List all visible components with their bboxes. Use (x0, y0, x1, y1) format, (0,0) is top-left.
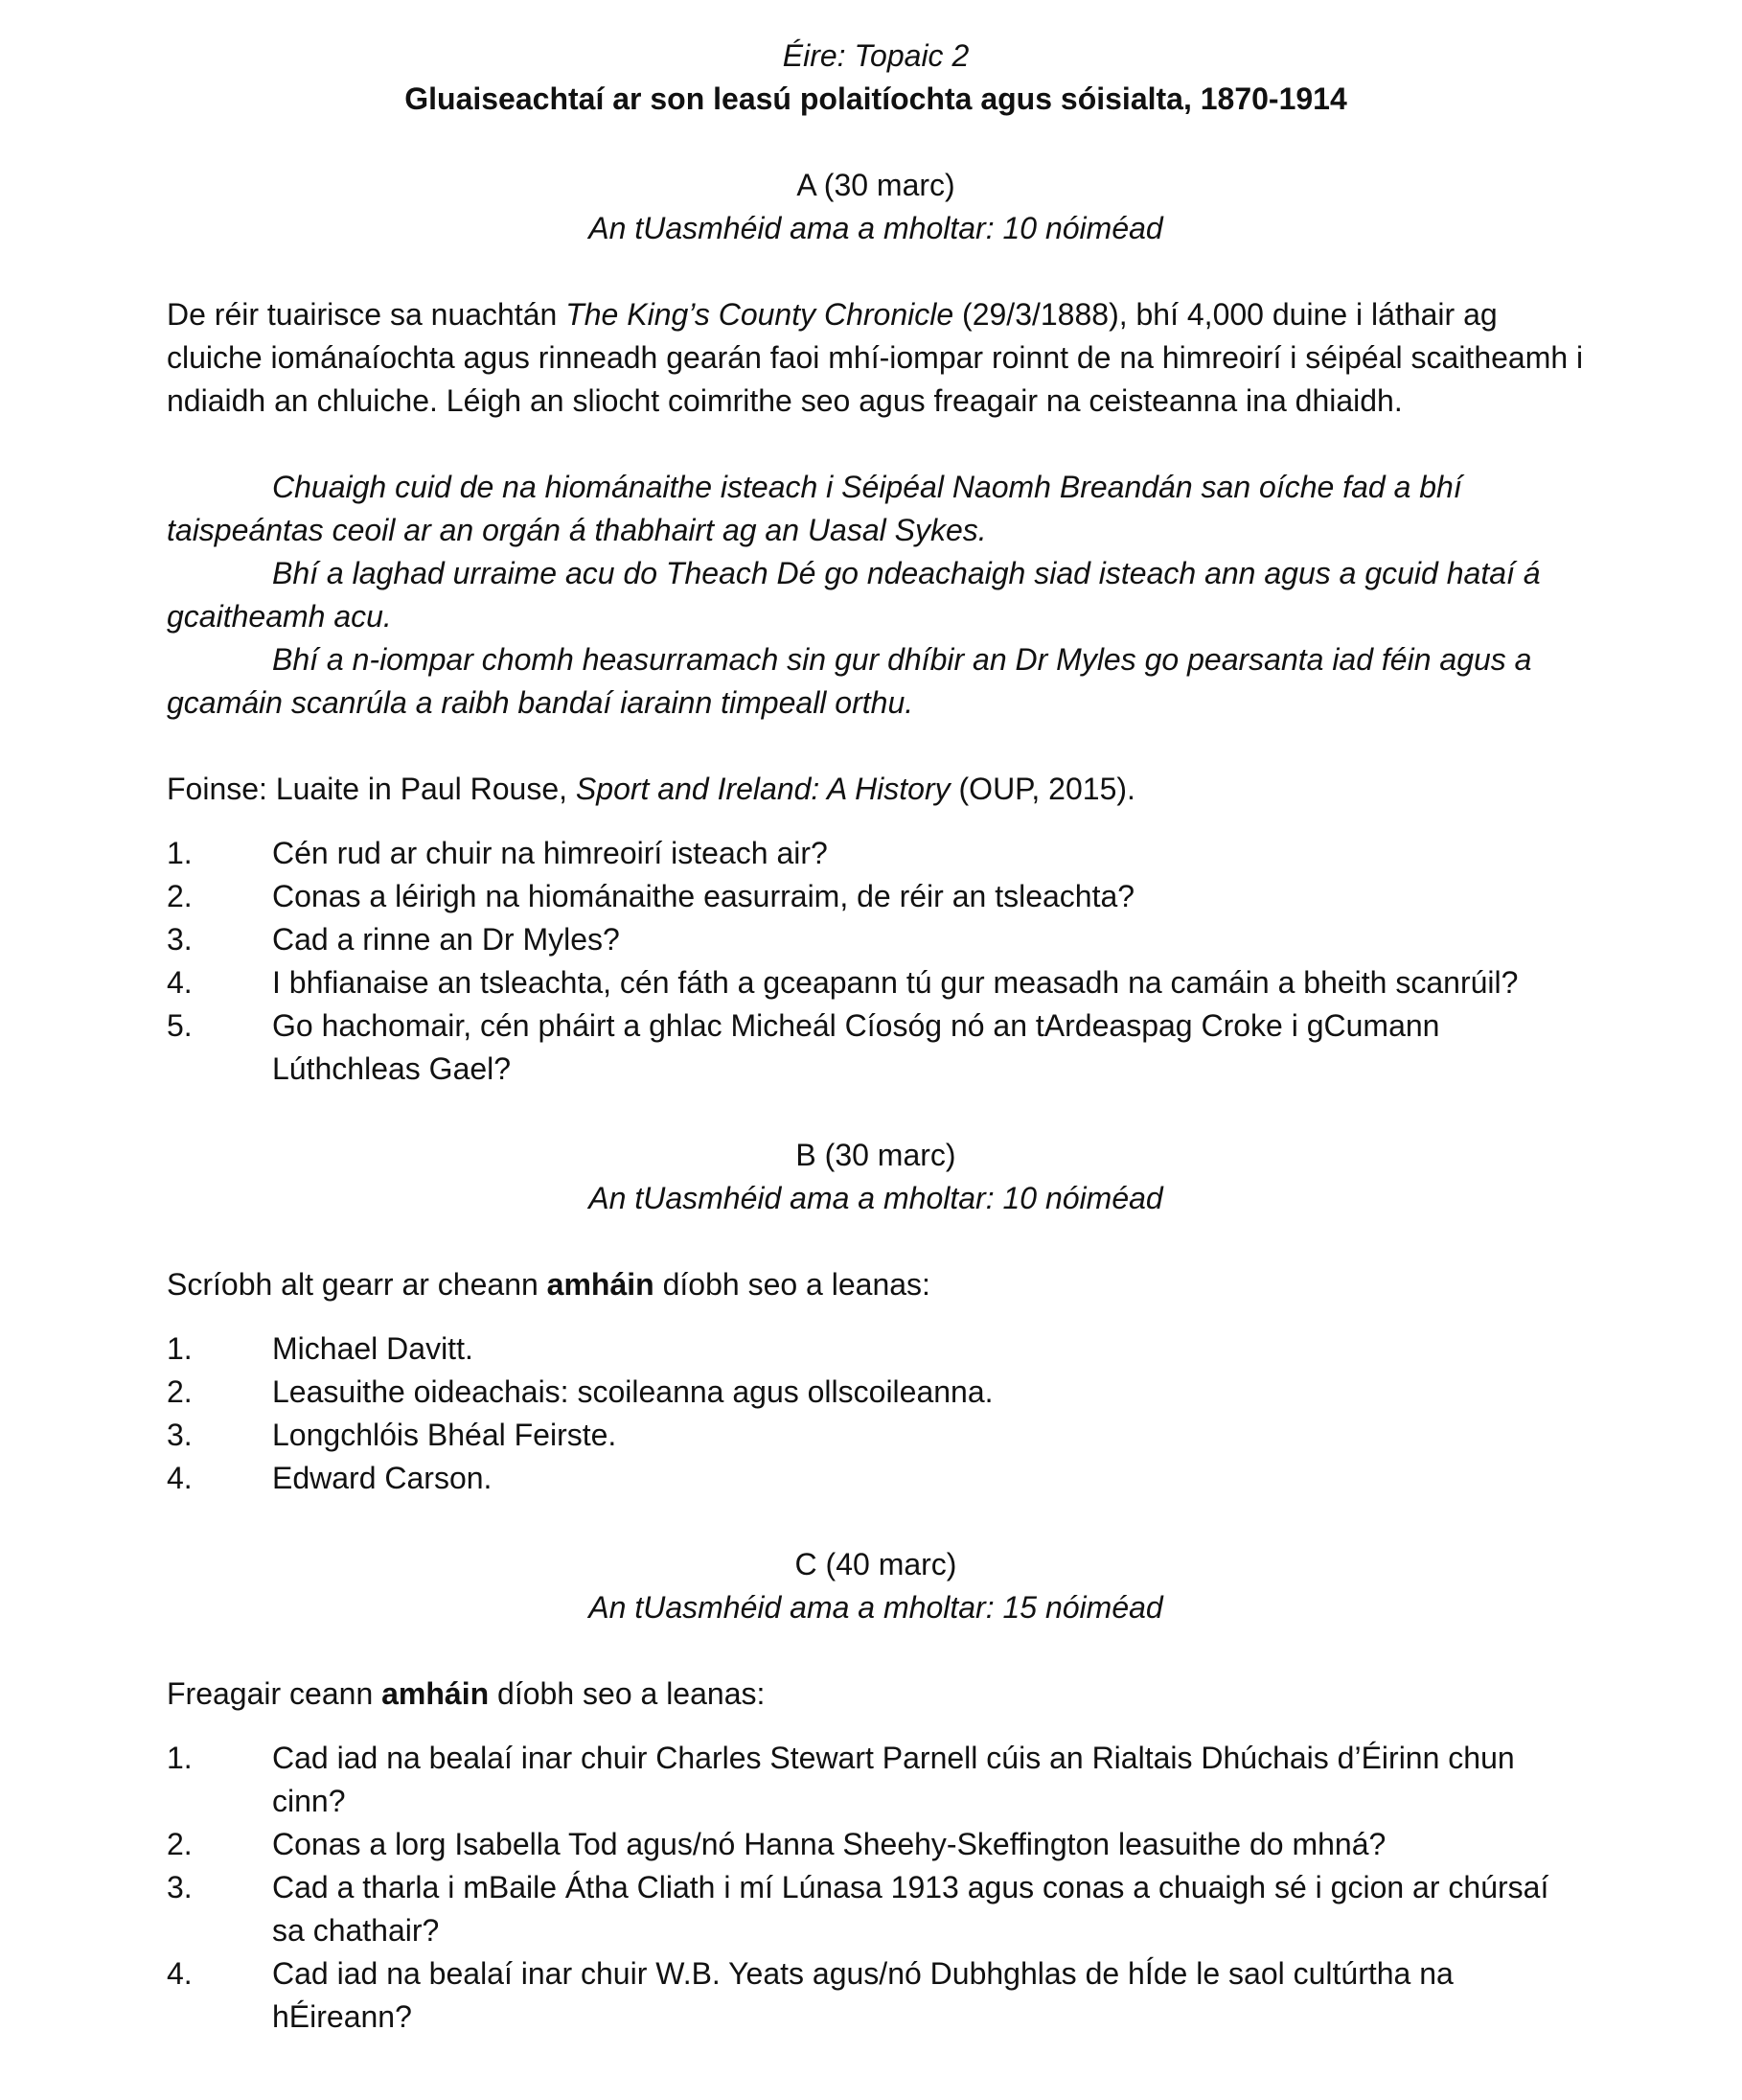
source-text-1: Foinse: Luaite in Paul Rouse, (167, 772, 576, 806)
item-text: Go hachomair, cén pháirt a ghlac Micheál Cíosóg nó an tArdeaspag Croke i gCumann Lúthchleas Gael? (272, 1008, 1440, 1086)
list-item (167, 1414, 1585, 1457)
quote-block (167, 466, 1585, 725)
section-c-time: An tUasmhéid ama a mholtar: 15 nóiméad (588, 1590, 1163, 1625)
section-b-heading: B (30 marc) (795, 1138, 956, 1172)
item-number: 3. (167, 922, 193, 957)
source-text-2: (OUP, 2015). (950, 772, 1135, 806)
instruction-emphasis: amháin (381, 1676, 490, 1711)
section-c-instruction (167, 1673, 1585, 1716)
document-page (167, 35, 1585, 2039)
item-text: Cén rud ar chuir na himreoirí isteach air? (272, 836, 828, 870)
section-a-heading: A (30 marc) (796, 168, 955, 202)
item-number: 1. (167, 1331, 193, 1366)
list-item (167, 1327, 1585, 1371)
section-b-items (167, 1327, 1585, 1500)
section-b-time: An tUasmhéid ama a mholtar: 10 nóiméad (588, 1181, 1163, 1215)
section-a-intro (167, 293, 1585, 423)
instruction-text-2: díobh seo a leanas: (653, 1267, 930, 1302)
item-number: 4. (167, 1461, 193, 1495)
section-b (167, 1134, 1585, 1500)
item-number: 5. (167, 1008, 193, 1043)
item-number: 2. (167, 879, 193, 913)
section-b-instruction (167, 1263, 1585, 1306)
list-item (167, 1737, 1585, 1823)
item-number: 1. (167, 836, 193, 870)
list-item (167, 1823, 1585, 1866)
intro-text-1: De réir tuairisce sa nuachtán (167, 297, 566, 332)
source-citation (167, 768, 1585, 811)
item-text: Cad iad na bealaí inar chuir Charles Stewart Parnell cúis an Rialtais Dhúchais d’Éirinn chun cinn? (272, 1741, 1515, 1818)
section-a (167, 164, 1585, 1091)
item-text: Longchlóis Bhéal Feirste. (272, 1418, 617, 1452)
quote-paragraph: Chuaigh cuid de na hiománaithe isteach i Séipéal Naomh Breandán san oíche fad a bhí taispeántas ceoil ar an orgán á thabhairt ag an Uasal Sykes. (167, 470, 1462, 547)
section-c-items (167, 1737, 1585, 2039)
section-c-heading: C (40 marc) (794, 1547, 957, 1581)
section-c (167, 1543, 1585, 2039)
item-number: 3. (167, 1418, 193, 1452)
list-item (167, 918, 1585, 961)
list-item (167, 1004, 1585, 1091)
item-text: Cad a rinne an Dr Myles? (272, 922, 620, 957)
page-subtitle: Gluaiseachtaí ar son leasú polaitíochta agus sóisialta, 1870-1914 (404, 81, 1347, 116)
section-a-questions (167, 832, 1585, 1091)
item-text: Conas a léirigh na hiománaithe easurraim, de réir an tsleachta? (272, 879, 1135, 913)
list-item (167, 1457, 1585, 1500)
item-text: Leasuithe oideachais: scoileanna agus ollscoileanna. (272, 1374, 994, 1409)
intro-text-2: (29/3/1888), bhí 4,000 duine i láthair ag cluiche iománaíochta agus rinneadh gearán faoi mhí-iompar roinnt de na himreoirí i séipéal scaitheamh i ndiaidh an chluiche. Léigh an sliocht coimrithe seo agus freagair na ceisteanna ina dhiaidh. (167, 297, 1584, 418)
item-text: Michael Davitt. (272, 1331, 473, 1366)
page-title: Éire: Topaic 2 (782, 38, 970, 73)
item-number: 2. (167, 1374, 193, 1409)
item-text: Cad iad na bealaí inar chuir W.B. Yeats agus/nó Dubhghlas de hÍde le saol cultúrtha na hÉireann? (272, 1956, 1454, 2034)
list-item (167, 1866, 1585, 1952)
item-number: 3. (167, 1870, 193, 1904)
instruction-emphasis: amháin (546, 1267, 654, 1302)
list-item (167, 875, 1585, 918)
instruction-text-1: Scríobh alt gearr ar cheann (167, 1267, 547, 1302)
quote-paragraph: Bhí a n-iompar chomh heasurramach sin gur dhíbir an Dr Myles go pearsanta iad féin agus a gcamáin scanrúla a raibh bandaí iarainn timpeall orthu. (167, 642, 1532, 720)
item-text: Edward Carson. (272, 1461, 493, 1495)
source-book-title: Sport and Ireland: A History (575, 772, 951, 806)
list-item (167, 961, 1585, 1004)
instruction-text-1: Freagair ceann (167, 1676, 382, 1711)
item-text: I bhfianaise an tsleachta, cén fáth a gceapann tú gur measadh na camáin a bheith scanrúil? (272, 965, 1519, 1000)
item-number: 4. (167, 965, 193, 1000)
list-item (167, 1371, 1585, 1414)
list-item (167, 1952, 1585, 2039)
item-text: Conas a lorg Isabella Tod agus/nó Hanna Sheehy-Skeffington leasuithe do mhná? (272, 1827, 1387, 1861)
quote-paragraph: Bhí a laghad urraime acu do Theach Dé go ndeachaigh siad isteach ann agus a gcuid hataí á gcaitheamh acu. (167, 556, 1541, 634)
item-number: 4. (167, 1956, 193, 1991)
intro-newspaper-title: The King’s County Chronicle (565, 297, 954, 332)
item-number: 1. (167, 1741, 193, 1775)
item-number: 2. (167, 1827, 193, 1861)
section-a-time: An tUasmhéid ama a mholtar: 10 nóiméad (588, 211, 1163, 245)
instruction-text-2: díobh seo a leanas: (489, 1676, 766, 1711)
list-item (167, 832, 1585, 875)
item-text: Cad a tharla i mBaile Átha Cliath i mí Lúnasa 1913 agus conas a chuaigh sé i gcion ar chúrsaí sa chathair? (272, 1870, 1549, 1948)
